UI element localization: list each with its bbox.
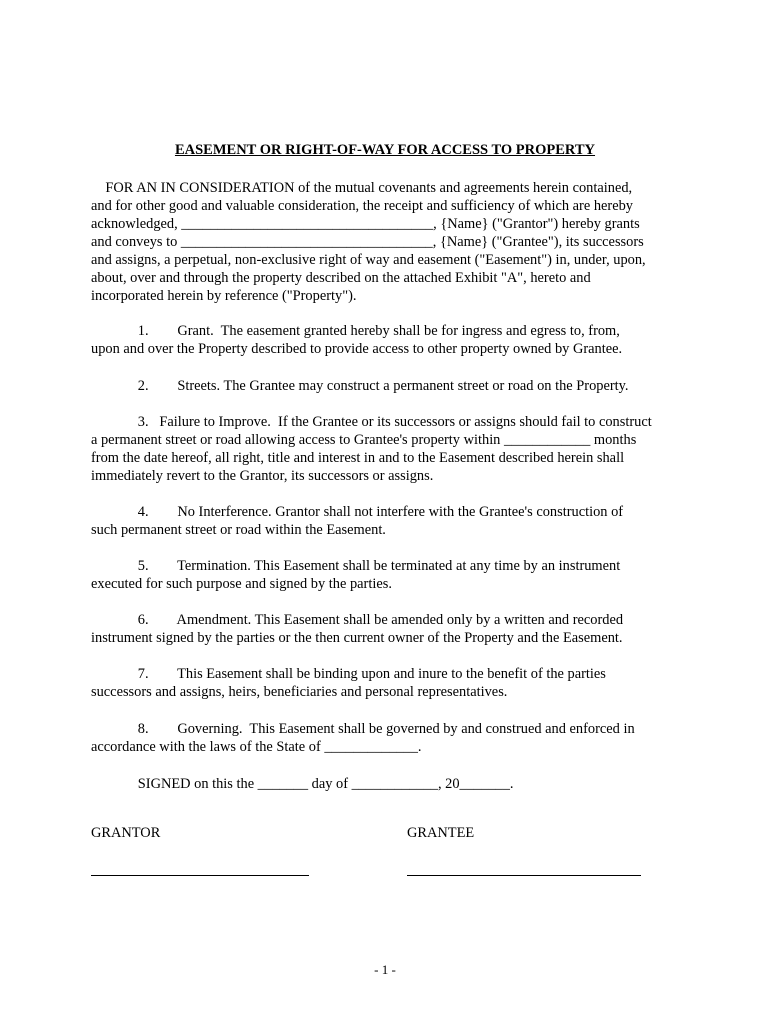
section-line: instrument signed by the parties or the then current owner of the Property and the Easement.	[91, 630, 623, 646]
section-line: executed for such purpose and signed by the parties.	[91, 576, 392, 592]
intro-line: acknowledged, ___________________________________, {Name} ("Grantor") hereby grants	[91, 216, 640, 232]
section-line: a permanent street or road allowing access to Grantee's property within ____________ months	[91, 432, 637, 448]
section-line: 2. Streets. The Grantee may construct a permanent street or road on the Property.	[91, 378, 629, 394]
grantee-label: GRANTEE	[407, 825, 475, 841]
section-line: 6. Amendment. This Easement shall be amended only by a written and recorded	[91, 612, 624, 628]
section-line: 7. This Easement shall be binding upon and inure to the benefit of the parties	[91, 666, 606, 682]
document-title: EASEMENT OR RIGHT-OF-WAY FOR ACCESS TO PROPERTY	[174, 142, 596, 158]
section-line: from the date hereof, all right, title and interest in and to the Easement described herein shall	[91, 450, 625, 466]
grantor-label: GRANTOR	[91, 825, 161, 841]
page-number: - 1 -	[374, 962, 396, 977]
section-line: immediately revert to the Grantor, its successors or assigns.	[91, 468, 434, 484]
signed-date-line	[91, 775, 514, 793]
intro-paragraph	[91, 179, 646, 305]
section-line: 5. Termination. This Easement shall be terminated at any time by an instrument	[91, 558, 621, 574]
grantee-signature-line	[407, 875, 641, 876]
section-line: upon and over the Property described to provide access to other property owned by Grantee.	[91, 341, 623, 357]
section-governing	[91, 720, 635, 756]
section-amendment	[91, 611, 623, 647]
section-streets	[91, 377, 629, 395]
section-line: 3. Failure to Improve. If the Grantee or its successors or assigns should fail to construct	[91, 414, 652, 430]
intro-line: and assigns, a perpetual, non-exclusive right of way and easement ("Easement") in, under, upon,	[91, 252, 646, 268]
section-termination	[91, 557, 620, 593]
intro-line: FOR AN IN CONSIDERATION of the mutual covenants and agreements herein contained,	[91, 180, 633, 196]
section-line: such permanent street or road within the Easement.	[91, 522, 386, 538]
section-line: successors and assigns, heirs, beneficiaries and personal representatives.	[91, 684, 508, 700]
section-no-interference	[91, 503, 623, 539]
section-line: accordance with the laws of the State of _____________.	[91, 739, 422, 755]
intro-line: and conveys to ___________________________________, {Name} ("Grantee"), its successors	[91, 234, 644, 250]
intro-line: and for other good and valuable consideration, the receipt and sufficiency of which are hereby	[91, 198, 633, 214]
section-line: 8. Governing. This Easement shall be governed by and construed and enforced in	[91, 721, 635, 737]
intro-line: about, over and through the property described on the attached Exhibit "A", hereto and	[91, 270, 591, 286]
section-line: 1. Grant. The easement granted hereby shall be for ingress and egress to, from,	[91, 323, 620, 339]
section-binding	[91, 665, 606, 701]
grantor-signature-line	[91, 875, 309, 876]
section-failure-to-improve	[91, 413, 652, 485]
intro-line: incorporated herein by reference ("Property").	[91, 288, 357, 304]
signed-text: SIGNED on this the _______ day of ____________, 20_______.	[91, 776, 514, 792]
section-line: 4. No Interference. Grantor shall not interfere with the Grantee's construction of	[91, 504, 624, 520]
section-grant	[91, 322, 622, 358]
